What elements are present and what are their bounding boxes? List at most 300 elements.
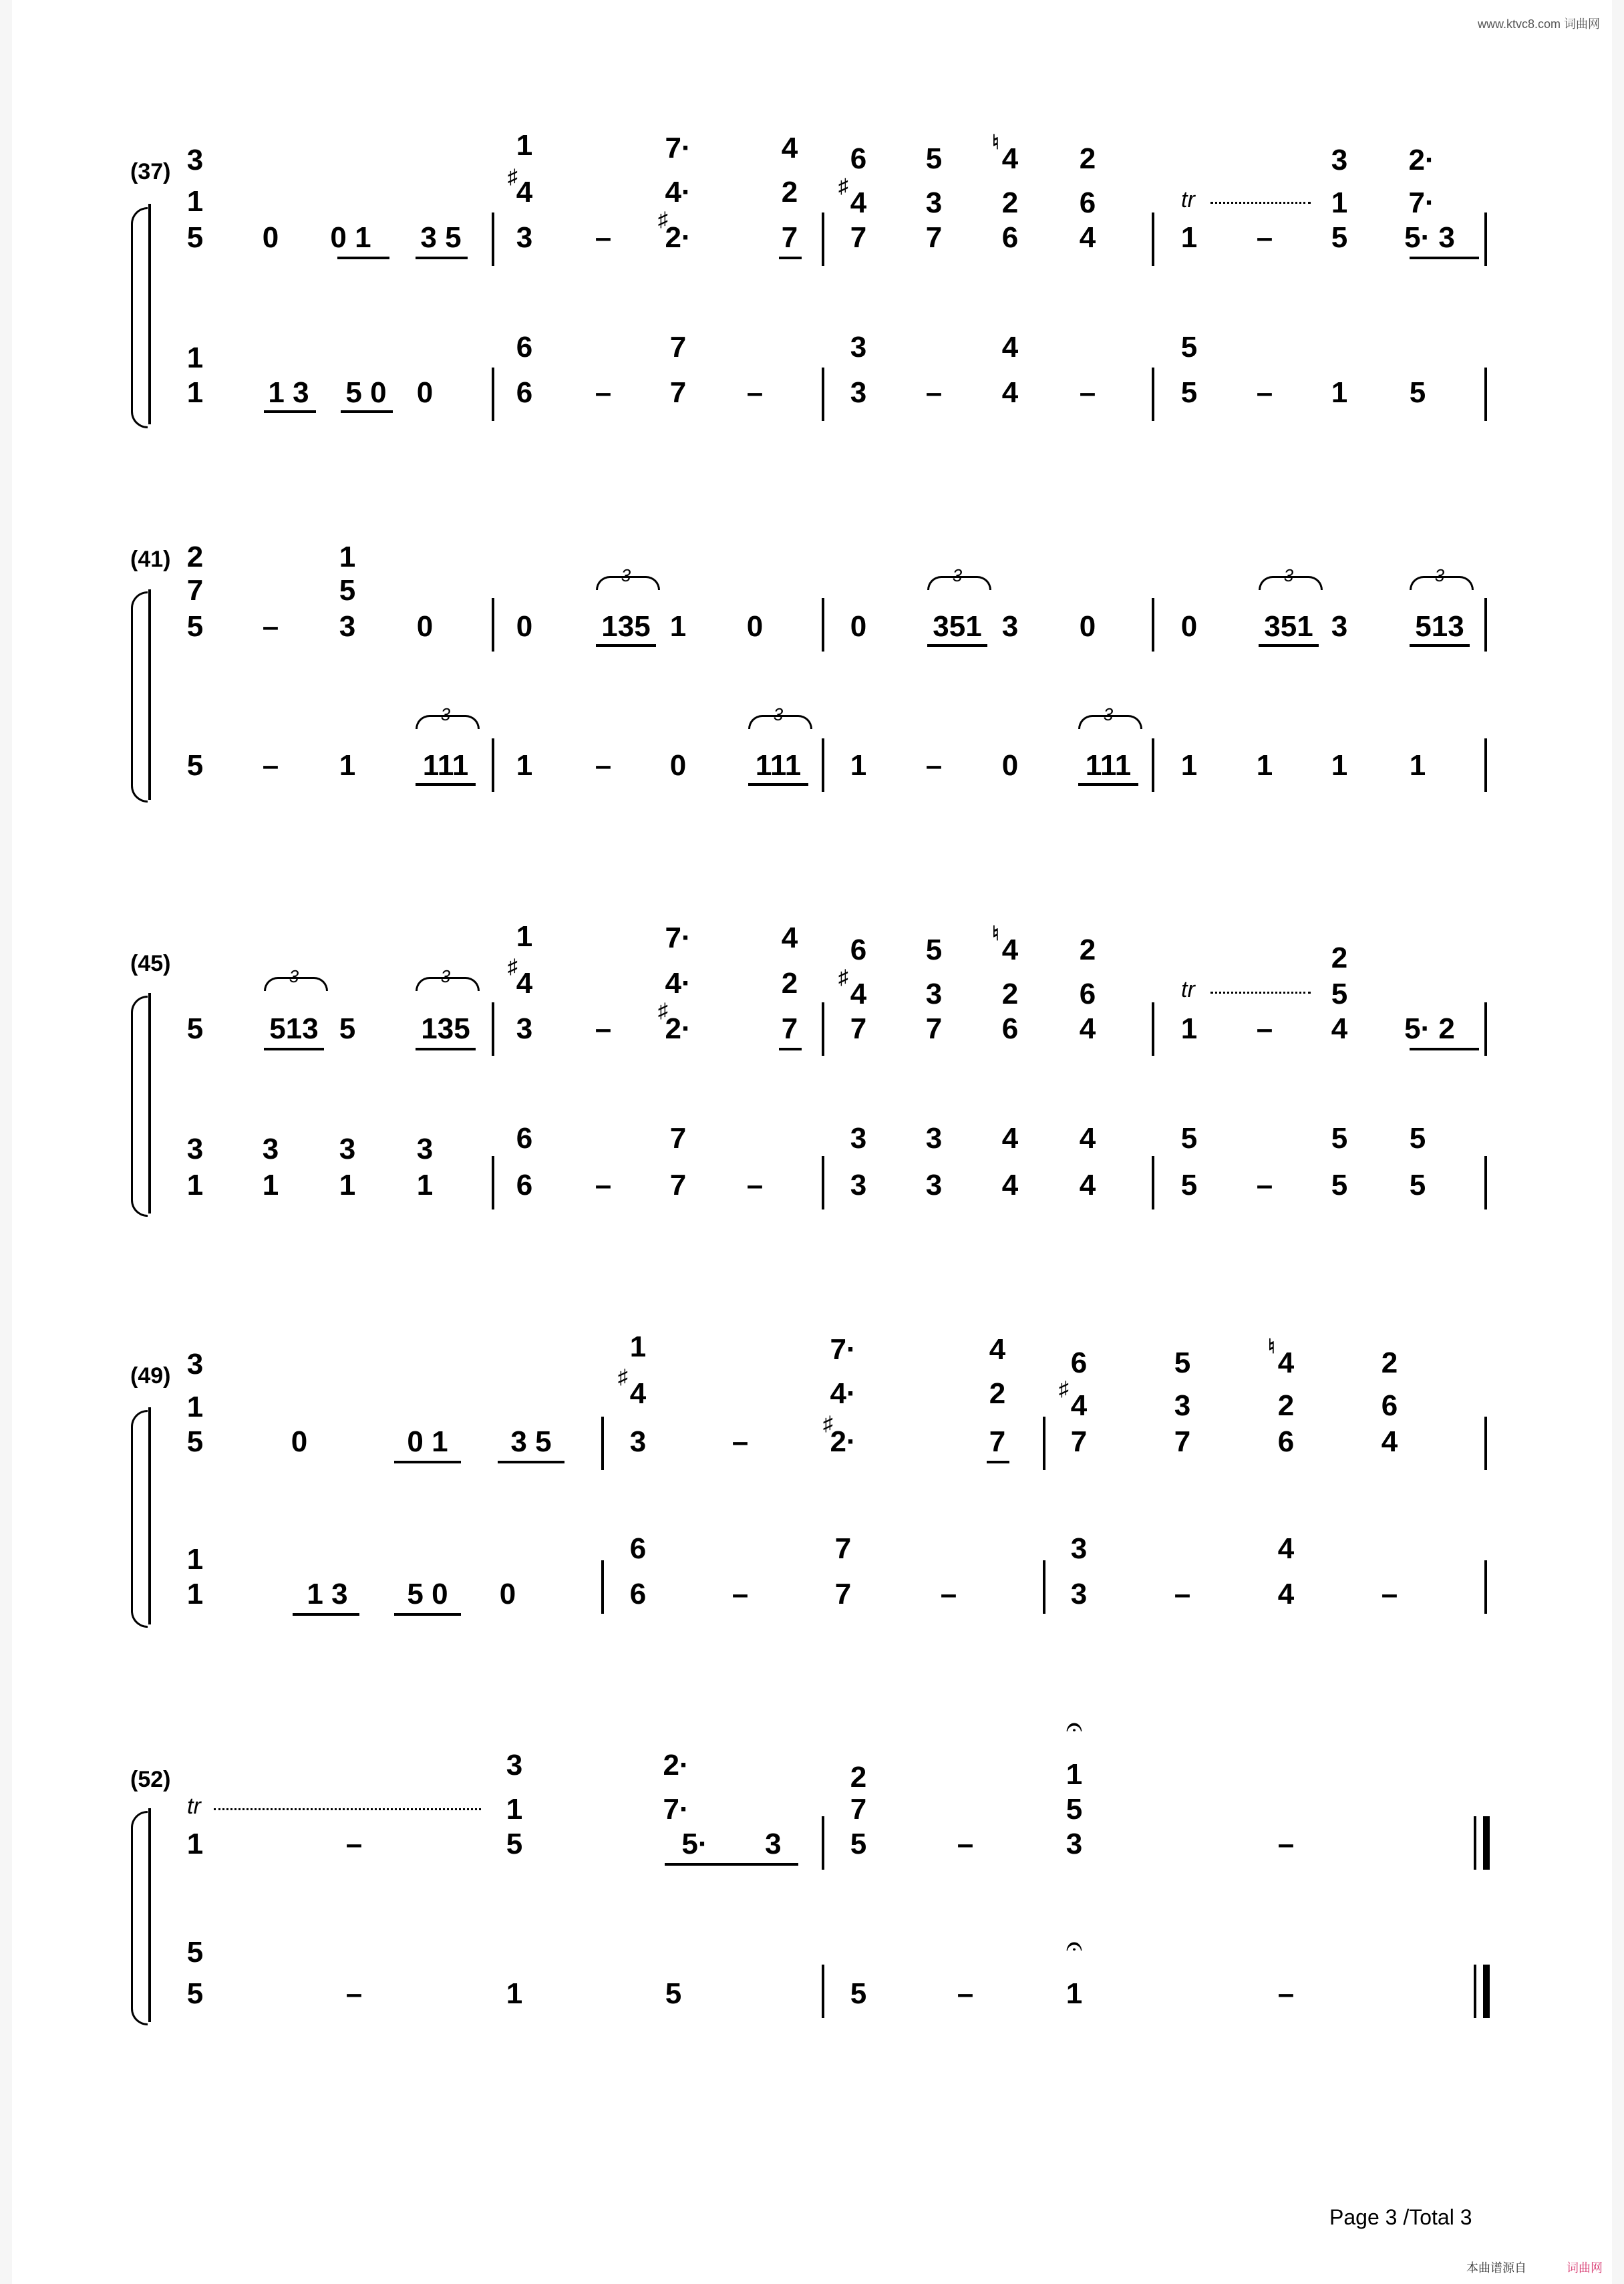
note: 5 <box>1331 1122 1348 1155</box>
right-margin-strip <box>1612 0 1624 2284</box>
triplet-number: 3 <box>440 704 451 724</box>
note: 1 <box>186 1543 204 1576</box>
dash: – <box>1381 1578 1398 1610</box>
beam <box>779 1048 802 1050</box>
beam <box>264 410 316 413</box>
trill-wave <box>1210 985 1311 994</box>
note: 7· <box>1408 186 1435 219</box>
note: 5 0 <box>407 1578 448 1610</box>
note: 1 <box>416 1169 434 1201</box>
dash: – <box>732 1425 749 1458</box>
dash: – <box>1256 221 1273 254</box>
note: 1 <box>1066 1758 1083 1791</box>
note: 5 <box>186 610 204 643</box>
note: 5 <box>339 1012 356 1045</box>
note: 1 <box>186 185 204 218</box>
barline <box>1484 1560 1487 1614</box>
note: 135 <box>421 1012 470 1045</box>
note: 4· <box>830 1377 856 1410</box>
rest: 0 <box>1001 749 1019 782</box>
note: 7 <box>834 1532 852 1565</box>
trill-mark: tr <box>1181 977 1195 1002</box>
trill-mark: tr <box>187 1794 201 1819</box>
dash: – <box>345 1977 363 2010</box>
rest: 0 <box>516 610 533 643</box>
rest: 0 <box>850 610 867 643</box>
barline <box>1152 738 1154 792</box>
note: 1 <box>1180 1012 1198 1045</box>
note: 6 <box>1079 186 1096 219</box>
beam <box>337 257 389 259</box>
grand-staff-brace <box>131 1811 148 2025</box>
dash: – <box>1256 376 1273 409</box>
rest: 0 <box>262 221 279 254</box>
note: 4 <box>516 967 533 1000</box>
note: 3 <box>850 1122 867 1155</box>
note: 4 <box>850 186 867 219</box>
note: 1 3 <box>268 376 309 409</box>
note: 5 <box>339 574 356 607</box>
rest: 0 <box>669 749 687 782</box>
dash: – <box>732 1578 749 1610</box>
note: 7· <box>665 132 691 164</box>
rest: 0 <box>499 1578 516 1610</box>
barline <box>1484 1417 1487 1470</box>
sharp-sign: ♯ <box>823 1413 833 1435</box>
note: 5 <box>186 1425 204 1458</box>
note: 4 <box>1079 221 1096 254</box>
note: 7· <box>830 1333 856 1366</box>
note: 2 <box>781 176 798 208</box>
grand-staff-brace <box>131 591 148 803</box>
note: 5 <box>1066 1793 1083 1826</box>
note: 5 <box>925 142 943 175</box>
note: 6 <box>516 1122 533 1155</box>
note: 4 <box>1381 1425 1398 1458</box>
note: 4· <box>665 176 691 208</box>
beam <box>1410 644 1470 647</box>
beam <box>498 1461 564 1463</box>
note: 1 <box>506 1977 523 2010</box>
note: 4 <box>1277 1346 1295 1379</box>
note: 6 <box>629 1578 647 1610</box>
note: 3 <box>925 186 943 219</box>
note: 1 <box>850 749 867 782</box>
note: 5 <box>186 1936 204 1969</box>
note: 2 <box>1001 186 1019 219</box>
beam <box>987 1461 1009 1463</box>
dash: – <box>746 1169 764 1201</box>
barline <box>822 598 824 652</box>
dash: – <box>595 376 612 409</box>
beam <box>416 783 476 786</box>
watermark-brand: 词曲网 <box>1567 2261 1603 2275</box>
barline <box>1484 212 1487 266</box>
note: 3 <box>925 1169 943 1201</box>
triplet-number: 3 <box>289 966 299 986</box>
rest: 0 <box>1079 610 1096 643</box>
final-barline-thick <box>1483 1965 1490 2018</box>
note: 4 <box>989 1333 1006 1366</box>
note: 2· <box>665 1012 691 1045</box>
triplet-number: 3 <box>773 704 784 724</box>
beam <box>1078 783 1138 786</box>
note: 3 <box>186 144 204 176</box>
trill-wave <box>214 1802 481 1810</box>
sharp-sign: ♯ <box>838 175 848 197</box>
note: 2 <box>1381 1346 1398 1379</box>
note: 6 <box>516 331 533 364</box>
note: 1 <box>516 749 533 782</box>
sharp-sign: ♯ <box>838 966 848 988</box>
barline <box>601 1560 604 1614</box>
note: 5 0 <box>345 376 387 409</box>
note: 1 <box>506 1793 523 1826</box>
note: 4 <box>1079 1012 1096 1045</box>
final-barline-thin <box>1474 1965 1476 2018</box>
dash: – <box>1256 1169 1273 1201</box>
note: 7 <box>1070 1425 1088 1458</box>
note: 3 <box>850 1169 867 1201</box>
note: 6 <box>629 1532 647 1565</box>
barline <box>492 1002 494 1056</box>
beam <box>394 1461 461 1463</box>
barline <box>822 368 824 421</box>
note: 4· <box>665 967 691 1000</box>
beam <box>416 257 468 259</box>
barline <box>822 738 824 792</box>
measure-number: (49) <box>130 1363 171 1389</box>
note: 3 <box>850 376 867 409</box>
note: 4 <box>1001 1122 1019 1155</box>
dash: – <box>957 1977 974 2010</box>
note: 1 <box>1409 749 1426 782</box>
note: 1 <box>1180 749 1198 782</box>
note: 5 <box>506 1828 523 1860</box>
note: 1 <box>339 749 356 782</box>
rest: 0 <box>1180 610 1198 643</box>
note: 135 <box>601 610 651 643</box>
triplet-number: 3 <box>952 565 963 585</box>
note: 3 <box>1001 610 1019 643</box>
note: 5 <box>1180 1122 1198 1155</box>
note: 7· <box>663 1793 689 1826</box>
barline <box>601 1417 604 1470</box>
dash: – <box>262 610 279 643</box>
note: 513 <box>269 1012 319 1045</box>
dash: – <box>957 1828 974 1860</box>
note: 1 <box>186 1578 204 1610</box>
note: 7 <box>850 221 867 254</box>
note: 111 <box>1085 749 1132 782</box>
note: 4 <box>781 132 798 164</box>
beam <box>1410 1048 1479 1050</box>
note: 1 <box>262 1169 279 1201</box>
triplet-number: 3 <box>1103 704 1114 724</box>
note: 111 <box>422 749 469 782</box>
note: 1 <box>1256 749 1273 782</box>
note: 1 <box>669 610 687 643</box>
note: 2 <box>186 541 204 573</box>
note: 4 <box>1277 1578 1295 1610</box>
note: 5· 3 <box>681 1828 782 1860</box>
note: 7 <box>1174 1425 1191 1458</box>
note: 7 <box>186 574 204 607</box>
note: 2· <box>665 221 691 254</box>
grand-staff-brace <box>131 996 148 1217</box>
note: 2· <box>830 1425 856 1458</box>
barline <box>1043 1560 1045 1614</box>
dash: – <box>595 1012 612 1045</box>
note: 2 <box>989 1377 1006 1410</box>
dash: – <box>1174 1578 1191 1610</box>
note: 1 <box>516 920 533 953</box>
note: 0 1 <box>407 1425 448 1458</box>
triplet-number: 3 <box>440 966 451 986</box>
note: 5 <box>186 221 204 254</box>
note: 1 <box>1331 186 1348 219</box>
note: 3 <box>1070 1532 1088 1565</box>
note: 2 <box>1331 942 1348 974</box>
beam <box>665 1863 798 1866</box>
note: 5 <box>1409 376 1426 409</box>
barline <box>822 1965 824 2018</box>
system-line <box>148 1808 151 2022</box>
note: 2 <box>1079 934 1096 966</box>
barline <box>1152 1156 1154 1209</box>
rest: 0 <box>416 610 434 643</box>
rest: 0 <box>416 376 434 409</box>
barline <box>1152 368 1154 421</box>
system-line <box>148 993 151 1214</box>
system-line <box>148 589 151 800</box>
dash: – <box>1256 1012 1273 1045</box>
sharp-sign: ♯ <box>658 208 668 231</box>
beam <box>596 644 656 647</box>
note: 6 <box>1070 1346 1088 1379</box>
note: 7 <box>669 331 687 364</box>
note: 5 <box>1331 221 1348 254</box>
note: 3 5 <box>420 221 462 254</box>
barline <box>492 212 494 266</box>
note: 5 <box>186 1977 204 2010</box>
natural-sign: ♮ <box>992 132 999 154</box>
note: 5 <box>186 749 204 782</box>
fermata: 𝄐 <box>1066 1711 1083 1743</box>
note: 4 <box>850 978 867 1010</box>
note: 2 <box>850 1761 867 1794</box>
beam <box>779 257 802 259</box>
note: 4 <box>781 921 798 954</box>
trill-wave <box>1210 195 1311 204</box>
note: 4 <box>1001 1169 1019 1201</box>
natural-sign: ♮ <box>1268 1336 1275 1358</box>
note: 4 <box>1331 1012 1348 1045</box>
note: 6 <box>1381 1389 1398 1422</box>
note: 1 <box>1331 376 1348 409</box>
note: 3 5 <box>510 1425 552 1458</box>
sharp-sign: ♯ <box>1059 1378 1069 1400</box>
beam <box>341 410 393 413</box>
note: 7 <box>834 1578 852 1610</box>
note: 3 <box>516 221 533 254</box>
note: 5 <box>925 934 943 966</box>
note: 3 <box>1174 1389 1191 1422</box>
note: 7 <box>669 1122 687 1155</box>
watermark-source: 本曲谱源自 <box>1466 2261 1526 2275</box>
note: 5 <box>1180 376 1198 409</box>
trill-mark: tr <box>1181 187 1195 212</box>
barline <box>1484 598 1487 652</box>
note: 6 <box>1001 1012 1019 1045</box>
beam <box>1410 257 1479 259</box>
measure-number: (37) <box>130 159 171 184</box>
barline <box>1484 1156 1487 1209</box>
note: 2 <box>1001 978 1019 1010</box>
note: 4 <box>1079 1122 1096 1155</box>
note: 5 <box>1409 1122 1426 1155</box>
note: 6 <box>1079 978 1096 1010</box>
beam <box>416 1048 476 1050</box>
barline <box>1043 1417 1045 1470</box>
note: 2· <box>1408 144 1435 176</box>
measure-number: (41) <box>130 547 171 572</box>
note: 7 <box>925 1012 943 1045</box>
dash: – <box>262 749 279 782</box>
note: 3 <box>516 1012 533 1045</box>
note: 4 <box>1001 934 1019 966</box>
note: 2 <box>781 967 798 1000</box>
note: 4 <box>629 1377 647 1410</box>
note: 5 <box>1180 331 1198 364</box>
note: 3 <box>925 978 943 1010</box>
note: 3 <box>339 610 356 643</box>
dash: – <box>1277 1977 1295 2010</box>
rest: 0 <box>746 610 764 643</box>
left-margin-strip <box>0 0 12 2284</box>
barline <box>1152 212 1154 266</box>
note: 5· 2 <box>1404 1012 1455 1045</box>
beam <box>1259 644 1319 647</box>
note: 5 <box>1409 1169 1426 1201</box>
note: 351 <box>1264 610 1313 643</box>
note: 7 <box>850 1793 867 1826</box>
note: 7 <box>781 1012 798 1045</box>
measure-number: (52) <box>130 1767 171 1792</box>
page-number: Page 3 /Total 3 <box>1329 2205 1472 2229</box>
grand-staff-brace <box>131 207 148 428</box>
beam <box>748 783 808 786</box>
dash: – <box>940 1578 957 1610</box>
note: 6 <box>516 376 533 409</box>
fermata: 𝄐 <box>1066 1930 1083 1963</box>
note: 111 <box>755 749 802 782</box>
note: 3 <box>925 1122 943 1155</box>
triplet-number: 3 <box>621 565 631 585</box>
note: 3 <box>506 1749 523 1781</box>
note: 351 <box>933 610 982 643</box>
note: 7 <box>781 221 798 254</box>
note: 3 <box>1070 1578 1088 1610</box>
barline <box>1152 598 1154 652</box>
system-line <box>148 1407 151 1624</box>
note: 1 <box>339 1169 356 1201</box>
sharp-sign: ♯ <box>508 956 518 978</box>
note: 5 <box>665 1977 682 2010</box>
note: 3 <box>1331 610 1348 643</box>
sharp-sign: ♯ <box>618 1366 628 1388</box>
barline <box>492 598 494 652</box>
barline <box>822 1156 824 1209</box>
dash: – <box>925 749 943 782</box>
beam <box>927 644 987 647</box>
note: 2· <box>663 1749 689 1781</box>
dash: – <box>345 1828 363 1860</box>
note: 1 <box>1331 749 1348 782</box>
barline <box>822 1002 824 1056</box>
triplet-number: 3 <box>1283 565 1294 585</box>
measure-number: (45) <box>130 951 171 976</box>
note: 6 <box>516 1169 533 1201</box>
note: 6 <box>1001 221 1019 254</box>
note: 4 <box>1001 331 1019 364</box>
barline <box>822 1816 824 1870</box>
note: 5 <box>186 1012 204 1045</box>
dash: – <box>925 376 943 409</box>
note: 4 <box>1001 142 1019 175</box>
sharp-sign: ♯ <box>508 166 518 188</box>
note: 5 <box>850 1828 867 1860</box>
note: 7 <box>850 1012 867 1045</box>
note: 1 <box>186 376 204 409</box>
barline <box>492 1156 494 1209</box>
dash: – <box>1277 1828 1295 1860</box>
note: 5 <box>1174 1346 1191 1379</box>
beam <box>394 1613 461 1616</box>
note: 4 <box>1079 1169 1096 1201</box>
note: 3 <box>262 1133 279 1165</box>
note: 7 <box>669 1169 687 1201</box>
note: 513 <box>1415 610 1464 643</box>
note: 6 <box>850 142 867 175</box>
note: 2 <box>1079 142 1096 175</box>
note: 3 <box>416 1133 434 1165</box>
note: 1 <box>186 1391 204 1423</box>
note: 1 <box>339 541 356 573</box>
barline <box>1484 1002 1487 1056</box>
barline <box>1484 368 1487 421</box>
note: 1 <box>516 129 533 162</box>
note: 2 <box>1277 1389 1295 1422</box>
note: 1 <box>1066 1977 1083 2010</box>
site-header: www.ktvc8.com 词曲网 <box>1477 17 1600 31</box>
note: 3 <box>850 331 867 364</box>
barline <box>492 738 494 792</box>
note: 4 <box>1070 1389 1088 1422</box>
sharp-sign: ♯ <box>658 1000 668 1022</box>
note: 3 <box>1066 1828 1083 1860</box>
note: 1 <box>186 1169 204 1201</box>
note: 3 <box>186 1348 204 1381</box>
note: 0 1 <box>330 221 371 254</box>
note: 1 <box>629 1330 647 1363</box>
beam <box>264 1048 324 1050</box>
dash: – <box>1079 376 1096 409</box>
note: 3 <box>1331 144 1348 176</box>
note: 7 <box>925 221 943 254</box>
note: 1 <box>186 341 204 374</box>
note: 1 <box>1180 221 1198 254</box>
